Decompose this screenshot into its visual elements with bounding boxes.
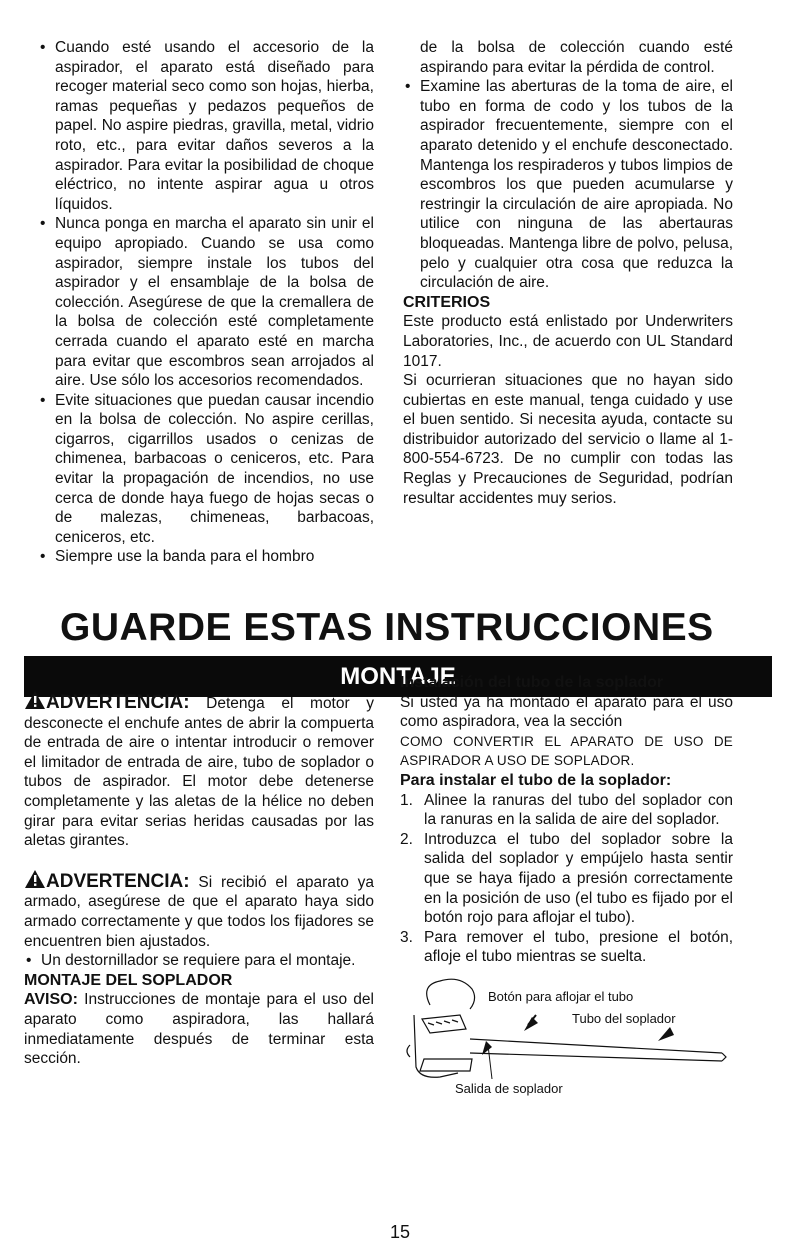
step-number: 3.: [400, 928, 413, 946]
install-caps-reference: COMO CONVERTIR EL APARATO DE USO DE ASPIRADOR A USO DE SOPLADOR.: [400, 733, 733, 769]
install-paragraph: Si usted ya ha montado el aparato para el uso como aspiradora, vea la sección: [400, 693, 733, 731]
figure-label-release-button: Botón para aflojar el tubo: [488, 988, 634, 1004]
figure-label-blower-tube: Tubo del soplador: [572, 1010, 676, 1026]
step-text: Alinee la ranuras del tubo del soplador con la ranuras en la salida de aire del soplador.: [424, 791, 733, 829]
continued-text: de la bolsa de colección cuando esté aspirando para evitar la pérdida de control.: [420, 39, 733, 76]
right-column-bottom: [400, 673, 733, 1095]
step-3: [400, 928, 733, 967]
para-instalar-heading: Para instalar el tubo de la soplador:: [400, 771, 672, 789]
save-instructions-title: GUARDE ESTAS INSTRUCCIONES: [60, 606, 714, 649]
montaje-soplador-heading: MONTAJE DEL SOPLADOR: [24, 971, 233, 989]
warning-1-label: ADVERTENCIA:: [46, 692, 190, 713]
page-number: 15: [390, 1222, 411, 1242]
left-column-bottom: [24, 690, 374, 1069]
warning-2-text: Si recibió el aparato ya armado, asegúrese de que el aparato haya sido armado correctamente y que todos los fijadores se encuentren bien ajustados.: [24, 873, 375, 950]
criterios-paragraph-2: Si ocurrieran situaciones que no hayan sido cubiertas en este manual, tenga cuidado y use el buen sentido. Si necesita ayuda, contacte su distribuidor autorizado del servicio o llame al 1-800-554-6723. De no cumplir con todas las Reglas y Precauciones de Seguridad, podrían resultar accidentes muy serios.: [403, 372, 733, 507]
criterios-paragraph-1: Este producto está enlistado por Underwriters Laboratories, Inc., de acuerdo con UL Standard 1017.: [403, 313, 733, 370]
warning-triangle-icon: [24, 869, 46, 889]
montaje-banner: MONTAJE: [24, 656, 772, 697]
right-column-top: [403, 38, 733, 508]
bullet-inspect-openings: • Examine las aberturas de la toma de aire, el tubo en forma de codo y los tubos de la aspirador frecuentemente, siempre con el aparato detenido y el enchufe desconectado. Mantenga los respiraderos y tubos limpios de escombros los que pueden acumularse y restringir la circulación de aire apropiada. No utilice con ninguna de las abertauras bloqueadas. Mantenga libre de polvo, pelusa, pelo y cualquier otra cosa que reduzca la circulación de aire.: [403, 77, 733, 293]
warning-1-text: Detenga el motor y desconecte el enchufe antes de abrir la compuerta de entrada de aire o intentar introducir o remover el limitador de entrada de aire, tubo de soplador o tubos de aspirador. El motor debe detenerse completamente y las aletas de la hélice no deben girar para evitar serias heridas causadas por las aletas girantes.: [24, 695, 374, 850]
left-column-top: [38, 38, 374, 567]
figure-label-blower-outlet: Salida de soplador: [455, 1080, 563, 1096]
step-1: [400, 791, 733, 830]
step-number: 2.: [400, 830, 413, 848]
bullet-dry-material: • Cuando esté usando el accesorio de la aspirador, el aparato está diseñado para recoger material seco como son hojas, hierba, ramas pequeñas y pedazos pequeños de papel. No aspire piedras, gravilla, metal, vidrio roto, etc., para evitar daños severos a la aspirador. Para evitar la posibilidad de choque eléctrico, no intente aspirar agua u otros líquidos.: [38, 38, 374, 214]
bullet-shoulder-strap: • Siempre use la banda para el hombro: [38, 547, 374, 567]
bullet-equipment: • Nunca ponga en marcha el aparato sin unir el equipo apropiado. Cuando se usa como aspirador, siempre instale los tubos del aspirador y el ensamblaje de la bolsa de colección. Asegúrese de que la cremallera de la bolsa de colección esté completamente cerrada cuando el aparato esté en marcha para evitar que escombros sean arrojados al aire. Use sólo los accesorios recomendados.: [38, 214, 374, 390]
warning-2: [24, 869, 374, 951]
aviso-label: AVISO:: [24, 991, 78, 1009]
bullet-fire: • Evite situaciones que puedan causar incendio en la bolsa de colección. No aspire cerillas, cigarros, cigarrillos usados o cenizas de chimenea, barbacoas o ceniceros, etc. Para evitar la propagación de incendios, no use cerca de donde haya fuego de hojas secas o de malezas, chimeneas, barbacoas, ceniceros, etc.: [38, 391, 374, 548]
warning-triangle-icon: [24, 690, 46, 710]
install-tube-heading: Instalación del tubo de la soplador: [400, 674, 664, 691]
aviso-text: Instrucciones de montaje para el uso del aparato como aspiradora, las hallará inmediatamente después de terminar esta sección.: [24, 991, 374, 1068]
blower-tube-figure: [400, 975, 730, 1095]
criterios-heading: CRITERIOS: [403, 293, 491, 311]
warning-1: [24, 690, 374, 851]
bullet-screwdriver: • Un destornillador se requiere para el montaje.: [24, 951, 374, 971]
step-2: [400, 830, 733, 928]
step-text: Introduzca el tubo del soplador sobre la salida del soplador y empújelo hasta sentir que se haya fijado a presión correctamente en la posición de uso (el tubo es fijado por el botón rojo para aflojar el tubo).: [424, 830, 733, 927]
warning-2-label: ADVERTENCIA:: [46, 870, 190, 892]
step-number: 1.: [400, 791, 413, 809]
aviso-paragraph: [24, 990, 374, 1068]
step-text: Para remover el tubo, presione el botón, afloje el tubo mientras se suelta.: [424, 928, 733, 966]
